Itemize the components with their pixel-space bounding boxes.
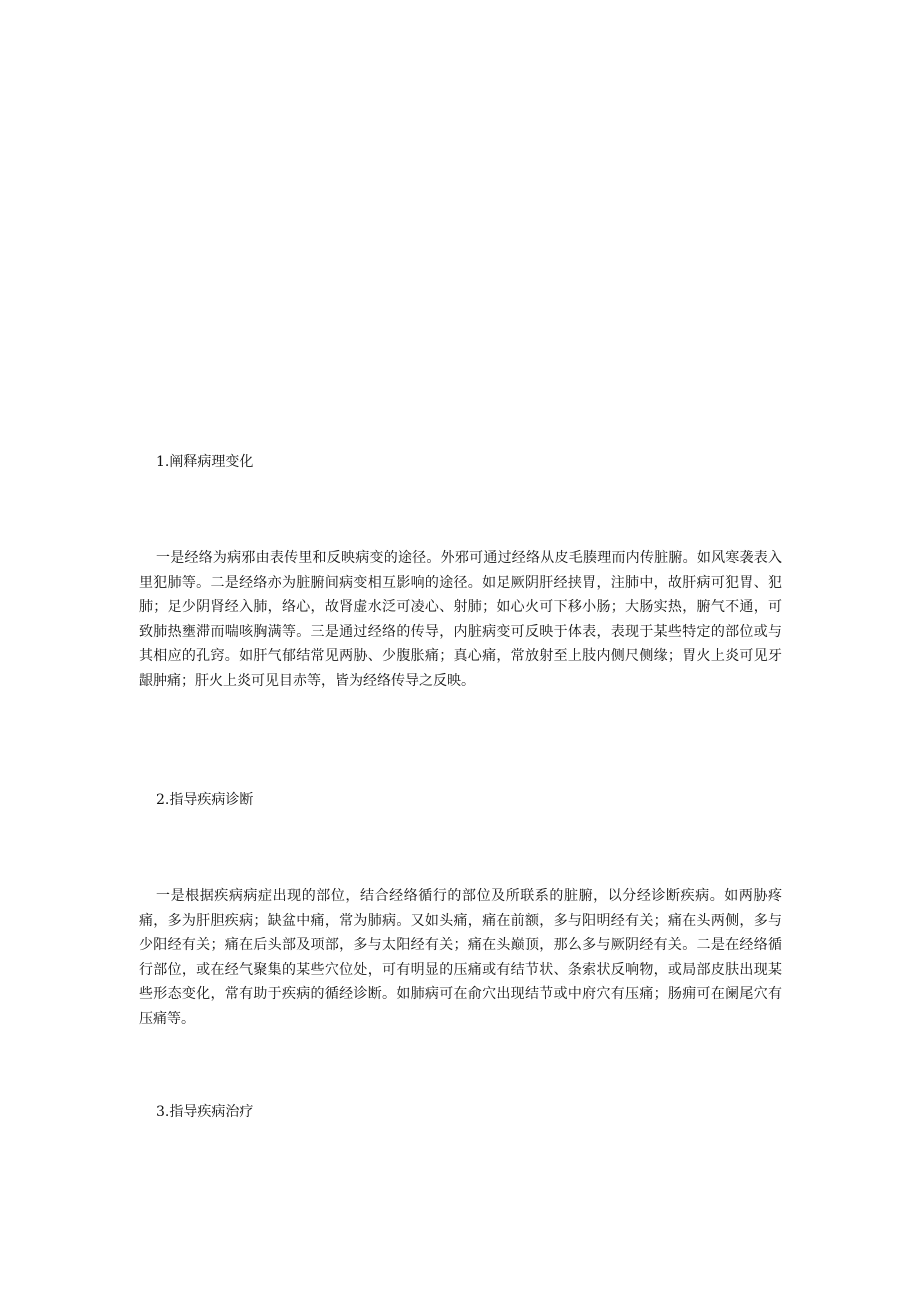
section-heading-diagnosis: 2.指导疾病诊断 [156, 792, 254, 808]
section-heading-treatment: 3.指导疾病治疗 [156, 1104, 254, 1120]
section-paragraph-diagnosis: 一是根据疾病病症出现的部位，结合经络循行的部位及所联系的脏腑，以分经诊断疾病。如两胁疼痛，多为肝胆疾病；缺盆中痛，常为肺病。又如头痛，痛在前额，多与阳明经有关；痛在头两侧，多与少阳经有关；痛在后头部及项部，多与太阳经有关；痛在头巅顶，那么多与厥阴经有关。二是在经络循行部位，或在经气聚集的某些穴位处，可有明显的压痛或有结节状、条索状反响物，或局部皮肤出现某些形态变化，常有助于疾病的循经诊断。如肺病可在俞穴出现结节或中府穴有压痛；肠痈可在阑尾穴有压痛等。 [139, 888, 782, 1027]
section-heading-pathology: 1.阐释病理变化 [156, 454, 254, 470]
section-paragraph-pathology: 一是经络为病邪由表传里和反映病变的途径。外邪可通过经络从皮毛腠理而内传脏腑。如风寒袭表入里犯肺等。二是经络亦为脏腑间病变相互影响的途径。如足厥阴肝经挟胃，注肺中，故肝病可犯胃、犯肺；足少阴肾经入肺，络心，故肾虚水泛可凌心、射肺；如心火可下移小肠；大肠实热，腑气不通，可致肺热壅滞而喘咳胸满等。三是通过经络的传导，内脏病变可反映于体表，表现于某些特定的部位或与其相应的孔窍。如肝气郁结常见两胁、少腹胀痛；真心痛，常放射至上肢内侧尺侧缘；胃火上炎可见牙龈肿痛；肝火上炎可见目赤等，皆为经络传导之反映。 [139, 550, 782, 689]
